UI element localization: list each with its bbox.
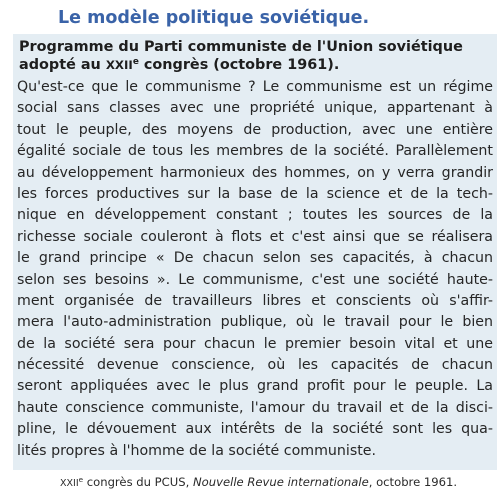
body-line: le grand principe « De chacun selon ses capacités, à chacun <box>17 250 493 267</box>
body-line-last: lités propres à l'homme de la société communiste. <box>17 442 377 459</box>
body-line: selon ses besoins ». Le communisme, c'est une société haute- <box>17 271 493 288</box>
document-body <box>17 77 493 462</box>
body-line: richesse sociale couleront à flots et c'est ainsi que se réalisera <box>17 228 493 245</box>
document-lead <box>19 38 489 74</box>
body-line: nécessité devenue conscience, où les capacités de chacun <box>17 357 493 374</box>
source-part-2: , octobre 1961. <box>368 475 458 489</box>
source-roman-numeral: XXII <box>60 478 79 489</box>
source-journal-title: Nouvelle Revue internationale <box>193 475 369 489</box>
lead-line-2-end: congrès (octobre 1961). <box>138 57 340 73</box>
body-line: les forces productives sur la base de la science et de la tech- <box>17 185 493 202</box>
text-panel <box>13 34 497 470</box>
lead-line-2 <box>19 56 489 74</box>
lead-superscript: e <box>132 57 139 68</box>
body-line: seront appliquées avec le plus grand profit pour le peuple. La <box>17 378 493 395</box>
body-line: haute conscience communiste, l'amour du travail et de la disci- <box>17 399 493 416</box>
body-line: égalité sociale de tous les membres de la société. Parallèlement <box>17 143 493 160</box>
body-line: tout le peuple, des moyens de production, avec une entière <box>17 121 493 138</box>
lead-line-1: Programme du Parti communiste de l'Union soviétique <box>19 39 463 55</box>
body-line: au développement harmonieux des hommes, on y verra grandir <box>17 164 493 181</box>
body-line: mera l'auto-administration publique, où le travail pour le bien <box>17 314 493 331</box>
body-line: de la société sera pour chacun le premier besoin vital et une <box>17 335 493 352</box>
source-superscript: e <box>78 475 84 485</box>
lead-line-2-start: adopté au <box>19 57 106 73</box>
source-citation <box>60 473 490 493</box>
body-line: social sans classes avec une propriété unique, appartenant à <box>17 100 493 117</box>
body-line: Qu'est-ce que le communisme ? Le communisme est un régime <box>17 79 493 95</box>
source-part-1: congrès du PCUS, <box>83 475 193 489</box>
body-line: pline, le dévouement aux intérêts de la société sont les qua- <box>17 421 493 438</box>
page-title: Le modèle politique soviétique. <box>58 8 370 28</box>
body-line: nique en développement constant ; toutes les sources de la <box>17 207 493 224</box>
body-line: ment organisée de travailleurs libres et conscients où s'affir- <box>17 292 493 309</box>
lead-roman-numeral: XXII <box>105 58 133 72</box>
